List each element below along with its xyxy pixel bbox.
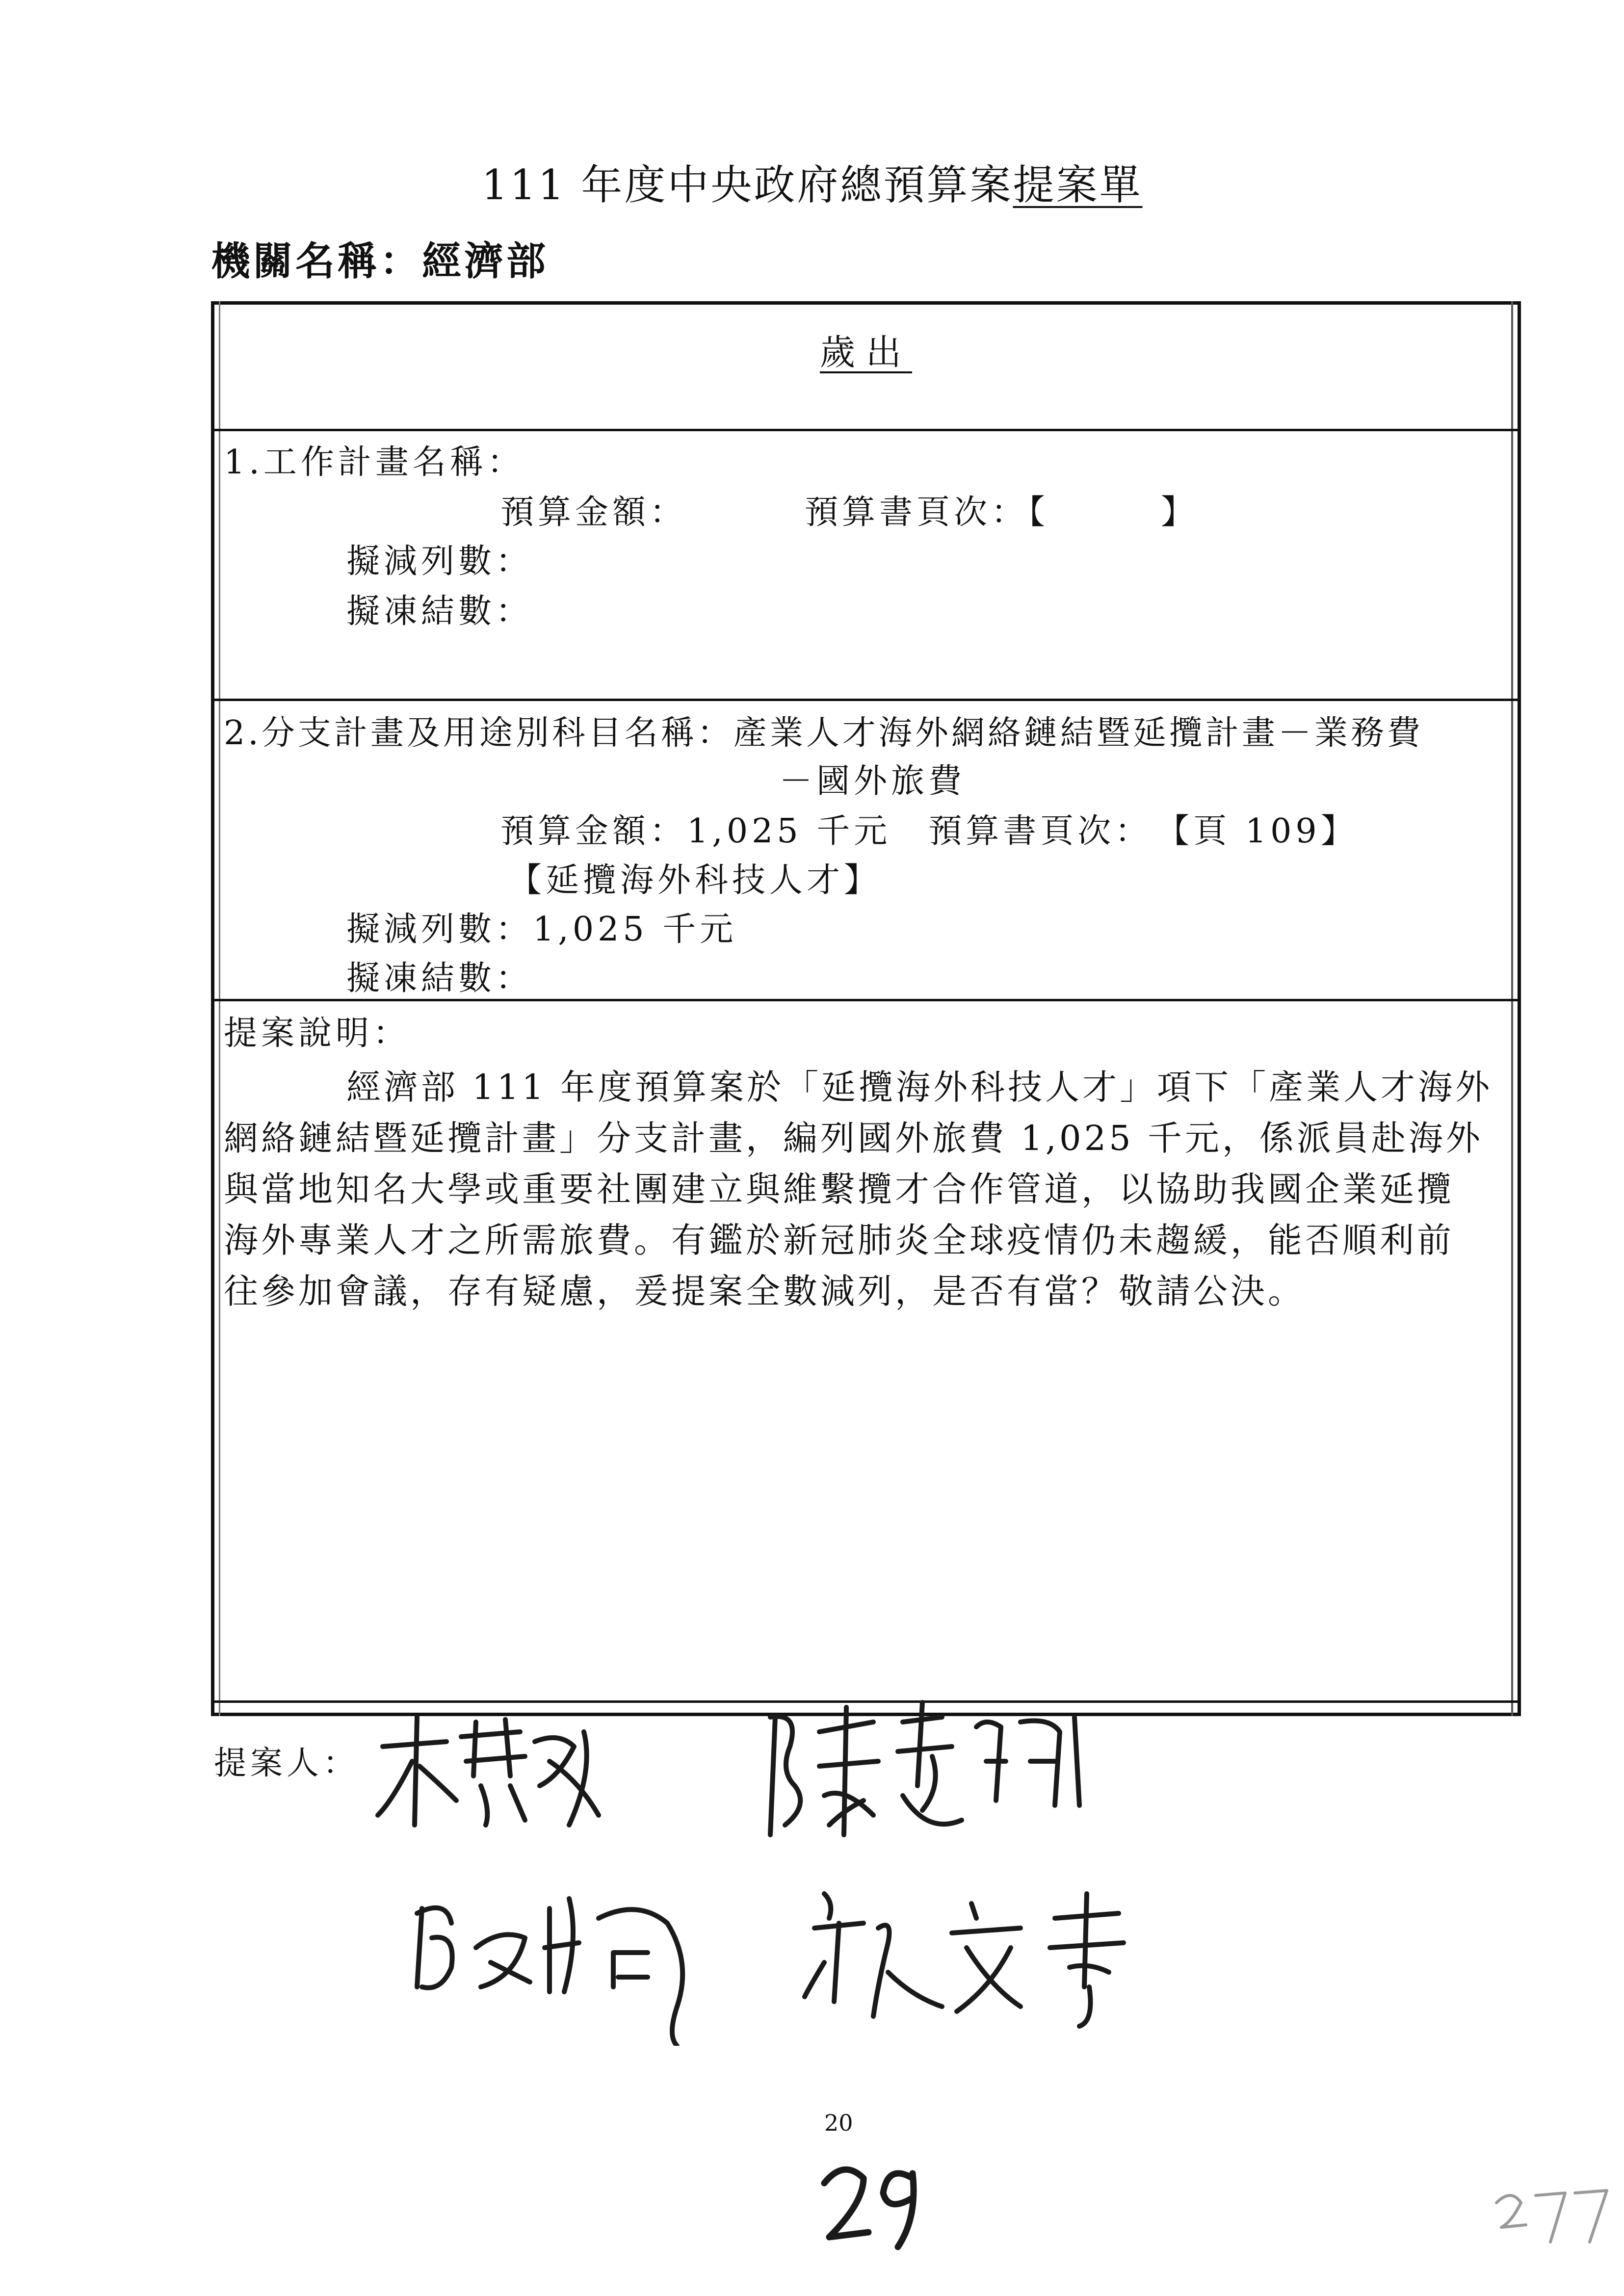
divider-header bbox=[211, 429, 1521, 431]
signature-4-icon bbox=[795, 1874, 1148, 2036]
proposal-line-4: 海外專業人才之所需旅費。有鑑於新冠肺炎全球疫情仍未趨緩，能否順利前 bbox=[224, 1220, 1454, 1260]
section1-page-label: 預算書頁次：【 】 bbox=[805, 493, 1199, 532]
title-main: 111 年度中央政府總預算案 bbox=[481, 161, 1013, 209]
proposal-line-3: 與當地知名大學或重要社團建立與維繫攬才合作管道，以協助我國企業延攬 bbox=[224, 1169, 1454, 1209]
section1-budget-label: 預算金額： bbox=[500, 493, 687, 532]
signature-3-icon bbox=[402, 1879, 707, 2046]
header-text: 歲出 bbox=[819, 332, 912, 373]
page-number-handwritten-icon bbox=[814, 2154, 932, 2252]
section2-item: 2.分支計畫及用途別科目名稱：產業人才海外網絡鏈結暨延攬計畫－業務費 bbox=[224, 714, 1423, 753]
proposal-line-1: 經濟部 111 年度預算案於「延攬海外科技人才」項下「產業人才海外 bbox=[346, 1067, 1493, 1107]
agency-label: 機關名稱： bbox=[211, 238, 422, 284]
agency-line bbox=[211, 230, 549, 286]
section2-freeze: 擬凍結數： bbox=[346, 959, 533, 998]
frame-inner-left-line bbox=[219, 301, 220, 1716]
proposal-heading: 提案說明： bbox=[224, 1014, 411, 1053]
table-header bbox=[211, 324, 1521, 375]
section1-item: 1.工作計畫名稱： bbox=[224, 443, 524, 482]
frame-inner-right-line bbox=[1511, 301, 1513, 1716]
section2-cut: 擬減列數：1,025 千元 bbox=[346, 910, 737, 949]
section1-cut-label: 擬減列數： bbox=[346, 542, 533, 581]
signature-2-icon bbox=[756, 1688, 1099, 1850]
agency-name: 經濟部 bbox=[422, 238, 549, 284]
proposal-line-5: 往參加會議，存有疑慮，爰提案全數減列，是否有當？敬請公決。 bbox=[224, 1271, 1305, 1311]
page-number-printed: 20 bbox=[824, 2110, 853, 2136]
proposal-line-2: 網絡鏈結暨延攬計畫」分支計畫，編列國外旅費 1,025 千元，係派員赴海外 bbox=[224, 1118, 1483, 1158]
section2-item-cont: －國外旅費 bbox=[779, 762, 966, 801]
document-title bbox=[0, 152, 1624, 211]
divider-section1 bbox=[211, 699, 1521, 701]
corner-number-handwritten-icon bbox=[1492, 2173, 1614, 2247]
section2-program: 【延攬海外科技人才】 bbox=[508, 861, 882, 900]
signature-1-icon bbox=[363, 1702, 618, 1840]
proposer-label: 提案人： bbox=[214, 1744, 359, 1782]
title-underlined: 提案單 bbox=[1013, 161, 1143, 209]
section1-freeze-label: 擬凍結數： bbox=[346, 592, 533, 631]
section2-budget: 預算金額：1,025 千元 預算書頁次： 【頁 109】 bbox=[500, 812, 1358, 851]
